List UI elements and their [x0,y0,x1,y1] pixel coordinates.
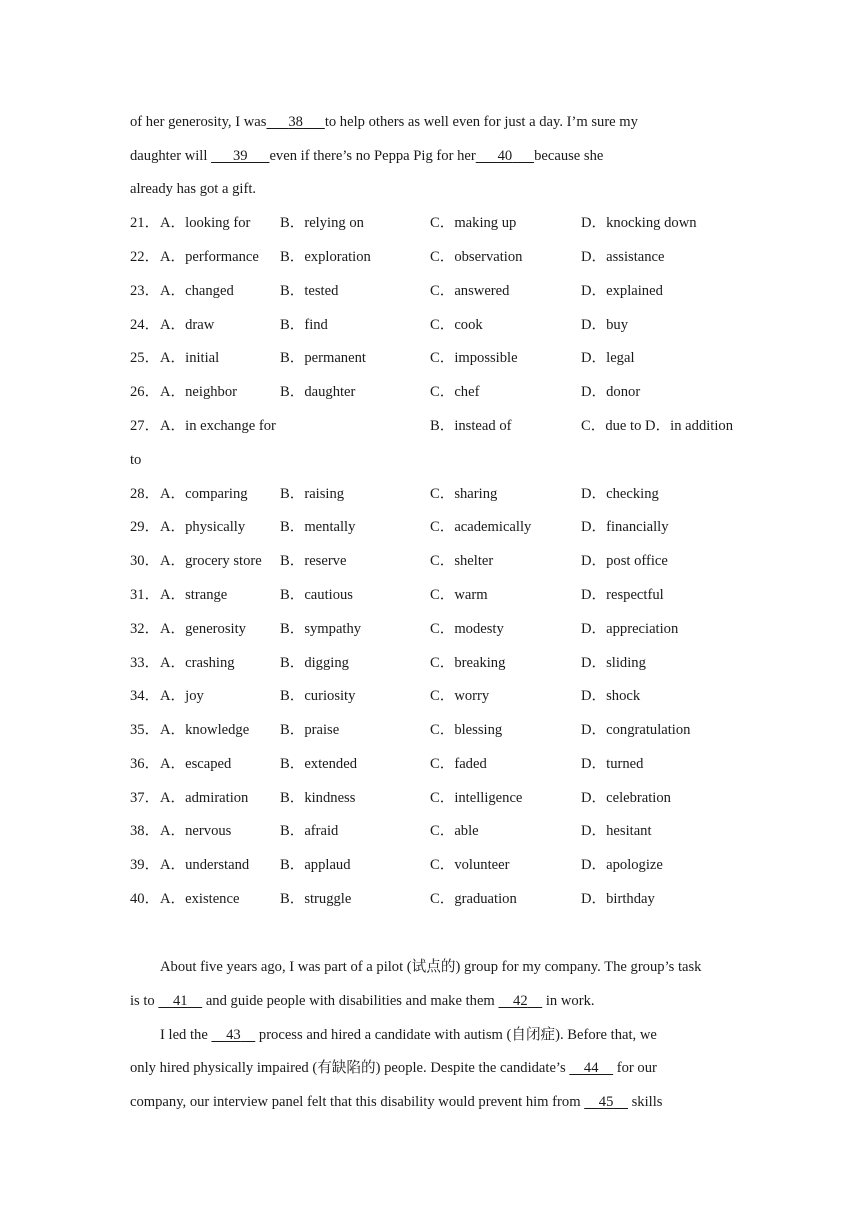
option-a: A．grocery store [160,553,262,569]
option-d: D．apologize [581,857,663,873]
option-d: D．turned [581,756,644,772]
option-b: B．extended [280,756,358,772]
option-c: C．cook [430,317,483,333]
answer-blank: 44 [583,1060,599,1076]
question-number: 25． [130,350,160,366]
option-d: D．checking [581,486,659,502]
option-d: D．legal [581,350,635,366]
question-number: 21． [130,215,160,231]
question-number: 35． [130,722,160,738]
question-number: 27． [130,418,160,434]
question-number: 23． [130,283,160,299]
question-number: 28． [130,486,160,502]
option-a: A．nervous [160,823,232,839]
passage-line [130,991,595,1011]
question-number: 39． [130,857,160,873]
option-d-continuation: to [130,452,142,468]
option-d: D．assistance [581,249,665,265]
passage-text: is to [130,993,159,1009]
question-number: 26． [130,384,160,400]
option-d: D．hesitant [581,823,652,839]
passage-text: company, our interview panel felt that this disability would prevent him from [130,1094,585,1110]
option-d: D．birthday [581,891,655,907]
answer-blank: 43 [226,1027,241,1043]
passage-text: to help others as well even for just a day. I’m sure my [324,114,638,130]
option-b: B．struggle [280,891,352,907]
option-c: C．warm [430,587,488,603]
option-b: B．curiosity [280,688,356,704]
question-number: 29． [130,519,160,535]
option-a: A．knowledge [160,722,250,738]
answer-blank: 42 [513,993,528,1009]
passage-line [160,1025,657,1045]
passage-text: and guide people with disabilities and make them [202,993,499,1009]
option-a: A．generosity [160,621,246,637]
option-d: D．knocking down [581,215,697,231]
passage-text: process and hired a candidate with autism (自闭症). Before that, we [255,1027,657,1043]
option-b: B．sympathy [280,621,362,637]
option-a: A．comparing [160,486,248,502]
passage-text: only hired physically impaired (有缺陷的) people. Despite the candidate’s [130,1060,570,1076]
question-number: 40． [130,891,160,907]
option-d: D．donor [581,384,641,400]
question-number: 33． [130,655,160,671]
option-c: C．observation [430,249,523,265]
option-d: D．sliding [581,655,646,671]
option-c: C．answered [430,283,510,299]
passage-line [130,1092,662,1112]
option-d: D．buy [581,317,629,333]
passage-line [130,112,638,132]
option-a: A．in exchange for [160,418,276,434]
option-a: A．physically [160,519,246,535]
passage-text: already has got a gift. [130,181,257,197]
option-a: A．existence [160,891,240,907]
option-d: D．explained [581,283,663,299]
option-b: B．tested [280,283,339,299]
answer-blank: 45 [598,1094,614,1110]
passage-text: because she [534,148,604,164]
option-a: A．performance [160,249,259,265]
option-b: B．raising [280,486,345,502]
passage-line [130,146,603,166]
option-c: C．academically [430,519,532,535]
passage-text: for our [613,1060,657,1076]
option-d: D．financially [581,519,669,535]
option-b: B．relying on [280,215,364,231]
passage-text: in work. [542,993,595,1009]
question-wrap-line [130,450,141,470]
answer-blank: 39 [232,148,248,164]
option-a: A．escaped [160,756,232,772]
passage-text: I led the [160,1027,212,1043]
question-number: 34． [130,688,160,704]
option-c: C．intelligence [430,790,523,806]
passage-text: even if there’s no Peppa Pig for her [269,148,476,164]
option-c: C．blessing [430,722,503,738]
answer-blank: 41 [172,993,188,1009]
question-number: 32． [130,621,160,637]
option-c: C．breaking [430,655,506,671]
answer-blank: 40 [497,148,513,164]
option-a: A．joy [160,688,204,704]
question-number: 31． [130,587,160,603]
option-c: C．chef [430,384,480,400]
option-c: C．able [430,823,479,839]
option-d: D．celebration [581,790,671,806]
option-b: B．mentally [280,519,356,535]
option-b: B．kindness [280,790,356,806]
question-number: 36． [130,756,160,772]
option-a: A．strange [160,587,228,603]
option-b: B．permanent [280,350,366,366]
option-c-d: C．due to D．in addition [581,418,734,434]
option-b: B．applaud [280,857,351,873]
option-c: C．volunteer [430,857,510,873]
passage-line [130,179,256,199]
question-number: 38． [130,823,160,839]
passage-text: About five years ago, I was part of a pilot (试点的) group for my company. The group’s task [160,959,702,975]
passage-text: of her generosity, I was [130,114,267,130]
option-a: A．admiration [160,790,249,806]
passage-line [130,1058,657,1078]
question-number: 37． [130,790,160,806]
option-a: A．understand [160,857,250,873]
option-d: D．post office [581,553,668,569]
option-b: B．exploration [280,249,371,265]
option-d: D．congratulation [581,722,691,738]
option-b: B．cautious [280,587,353,603]
option-c: C．shelter [430,553,494,569]
answer-blank: 38 [288,114,303,130]
question-number: 22． [130,249,160,265]
option-b: B．instead of [430,418,512,434]
option-c: C．worry [430,688,490,704]
option-a: A．draw [160,317,215,333]
option-d: D．appreciation [581,621,679,637]
option-b: B．find [280,317,328,333]
option-d: D．respectful [581,587,664,603]
option-a: A．initial [160,350,220,366]
option-b: B．afraid [280,823,339,839]
option-c: C．impossible [430,350,518,366]
option-c: C．making up [430,215,517,231]
option-b: B．digging [280,655,349,671]
option-c: C．modesty [430,621,504,637]
option-a: A．neighbor [160,384,238,400]
option-c: C．faded [430,756,487,772]
option-d: D．shock [581,688,641,704]
option-b: B．daughter [280,384,356,400]
option-b: B．reserve [280,553,347,569]
option-a: A．changed [160,283,234,299]
option-b: B．praise [280,722,340,738]
passage-text: daughter will [130,148,212,164]
option-a: A．looking for [160,215,251,231]
option-a: A．crashing [160,655,235,671]
option-c: C．sharing [430,486,498,502]
option-c: C．graduation [430,891,517,907]
question-number: 24． [130,317,160,333]
passage-text: skills [627,1094,663,1110]
passage-line [160,957,701,977]
question-number: 30． [130,553,160,569]
